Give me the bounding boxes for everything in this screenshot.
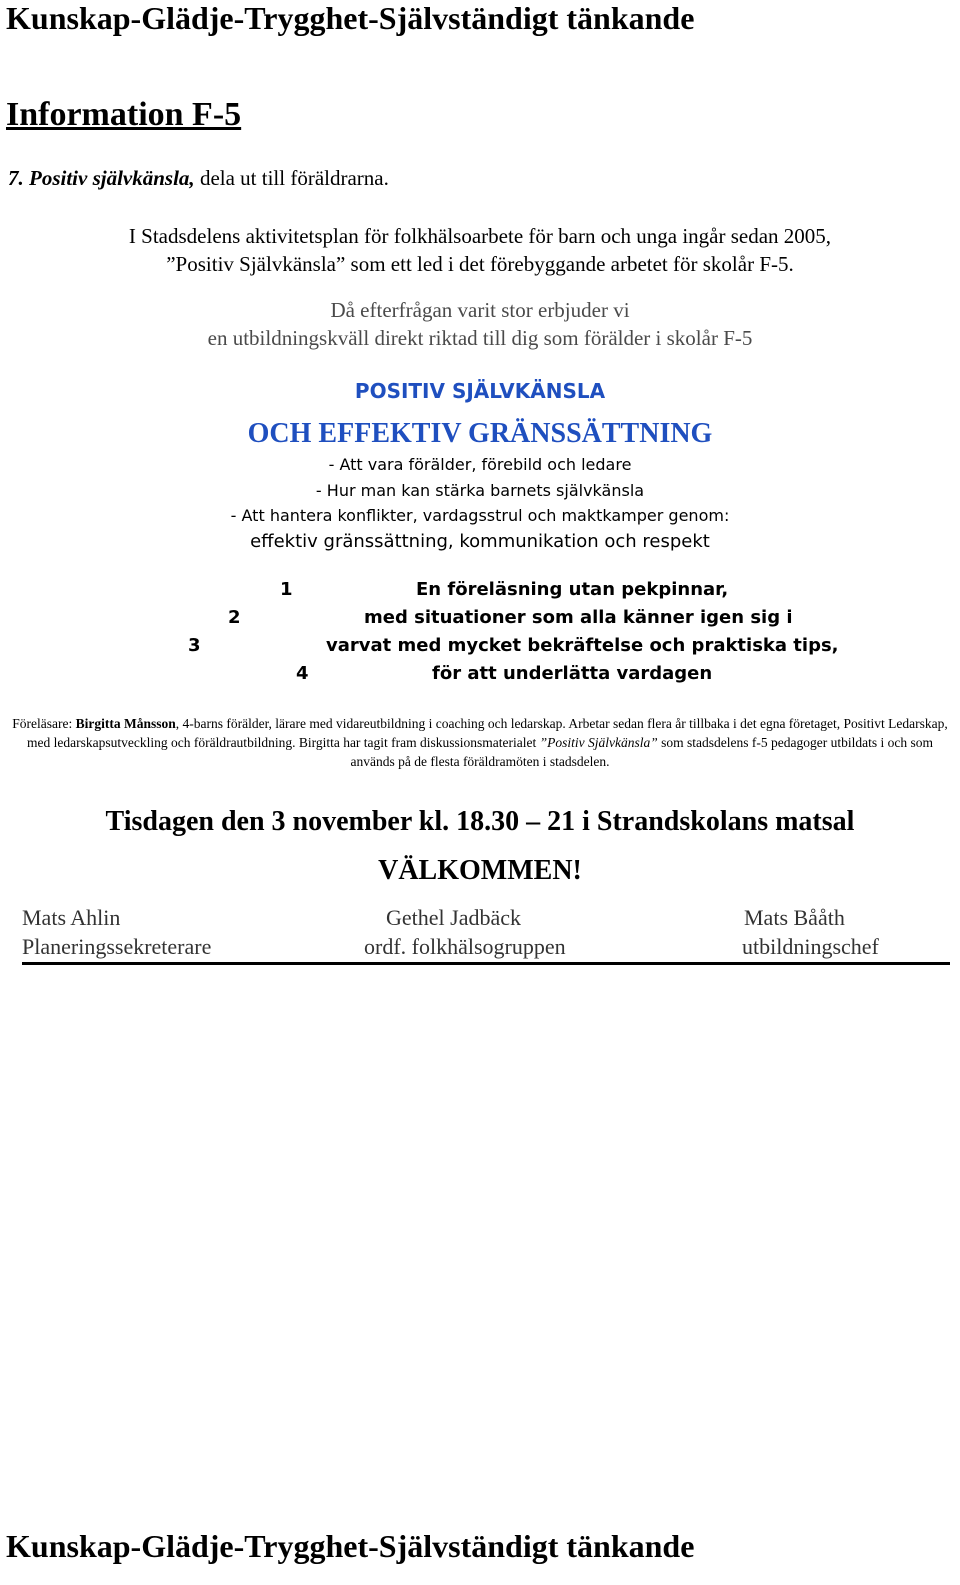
numbered-number-4: 4 (296, 663, 309, 684)
numbered-text-3: varvat med mycket bekräftelse och praktiska tips, (326, 635, 839, 656)
event-title-effective: OCH EFFEKTIV GRÄNSSÄTTNING (247, 418, 713, 449)
signature-name-3: Mats Bååth (744, 905, 845, 930)
numbered-number-1: 1 (280, 579, 293, 600)
bullet-4: effektiv gränssättning, kommunikation och respekt (250, 531, 710, 552)
bottom-banner: Kunskap-Glädje-Trygghet-Självständigt tänkande (6, 1528, 695, 1564)
item-rest: dela ut till föräldrarna. (199, 166, 389, 190)
speaker-label: Föreläsare: (12, 716, 73, 731)
signature-divider (22, 962, 950, 965)
speaker-name: Birgitta Månsson (75, 716, 176, 731)
numbered-number-2: 2 (228, 607, 241, 628)
numbered-text-4: för att underlätta vardagen (432, 663, 713, 684)
top-banner: Kunskap-Glädje-Trygghet-Självständigt tänkande (6, 0, 695, 36)
speaker-material: ”Positiv Självkänsla” (539, 735, 658, 750)
item-seven (8, 166, 389, 191)
numbered-text-2: med situationer som alla känner igen sig i (364, 607, 793, 628)
numbered-number-3: 3 (188, 635, 201, 656)
speaker-paragraph (10, 714, 950, 771)
intro-line-2: ”Positiv Självkänsla” som ett led i det förebyggande arbetet för skolår F-5. (166, 252, 794, 276)
event-date-line: Tisdagen den 3 november kl. 18.30 – 21 i Strandskolans matsal (105, 806, 855, 837)
item-lead: Positiv självkänsla, (29, 166, 195, 190)
intro-line-1: I Stadsdelens aktivitetsplan för folkhälsoarbete för barn och unga ingår sedan 2005, (128, 224, 832, 248)
bullet-2: - Hur man kan stärka barnets självkänsla (315, 481, 645, 500)
intro-line-3: Då efterfrågan varit stor erbjuder vi (330, 298, 630, 322)
item-number: 7. (8, 166, 24, 190)
event-title-positive: POSITIV SJÄLVKÄNSLA (354, 379, 606, 403)
signature-role-3: utbildningschef (742, 934, 879, 959)
speaker-desc-2: som stadsdelens f-5 pedagoger utbildats i och som används på de flesta föräldramöten i stadsdelen. (350, 735, 933, 769)
signature-role-1: Planeringssekreterare (22, 934, 212, 959)
welcome-text: VÄLKOMMEN! (378, 855, 582, 886)
bullet-1: - Att vara förälder, förebild och ledare (328, 455, 632, 474)
signature-name-1: Mats Ahlin (22, 905, 121, 930)
bullet-3: - Att hantera konflikter, vardagsstrul och maktkamper genom: (230, 506, 730, 525)
signature-name-2: Gethel Jadbäck (386, 905, 521, 930)
numbered-text-1: En föreläsning utan pekpinnar, (416, 579, 729, 600)
intro-line-4: en utbildningskväll direkt riktad till dig som förälder i skolår F-5 (207, 326, 753, 350)
speaker-desc-1: , 4-barns förälder, lärare med vidareutbildning i coaching och ledarskap. Arbetar sedan flera år tillbaka i det egna företaget, Positivt Ledarskap, med ledarskapsutveckling och föräldrautbildning. Birgitta har tagit fram diskussionsmaterialet (27, 716, 948, 750)
signature-role-2: ordf. folkhälsogruppen (364, 934, 566, 959)
page-title: Information F-5 (6, 96, 242, 133)
